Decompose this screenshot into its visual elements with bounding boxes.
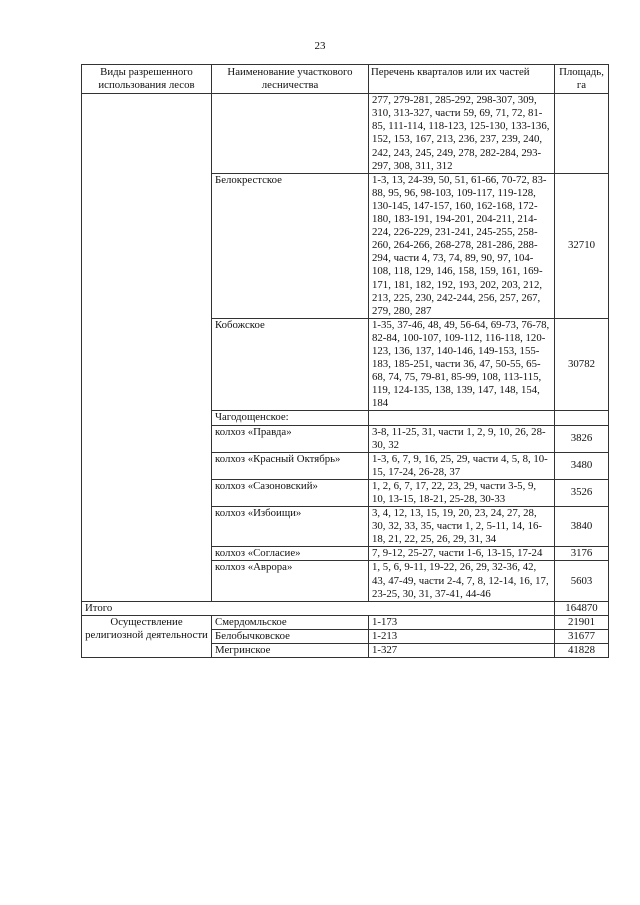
total-area: 164870 [555,601,609,615]
forestry-name: Белокрестское [212,173,369,318]
header-quarters: Перечень кварталов или их частей [369,65,555,94]
quarters-list: 1, 5, 6, 9-11, 19-22, 26, 29, 32-36, 42, 43, 47-49, части 2-4, 7, 8, 12-14, 16, 17, 23-25, 30, 31, 37-41, 44-46 [369,561,555,601]
area-value: 31677 [555,629,609,643]
area-value: 5603 [555,561,609,601]
forestry-name: Мегринское [212,644,369,658]
quarters-list: 1-3, 13, 24-39, 50, 51, 61-66, 70-72, 83-88, 95, 96, 98-103, 109-117, 119-128, 130-145, 147-157, 160, 162-168, 172-180, 183-191, 194-201, 204-211, 214-224, 226-229, 231-241, 245-255, 258-260, 264-266, 268-278, 281-286, 288-294, части 4, 73, 74, 89, 90, 97, 104-108, 118, 129, 146, 158, 159, 161, 169-171, 181, 182, 192, 193, 202, 203, 212, 213, 225, 230, 242-244, 256, 257, 267, 279, 280, 287 [369,173,555,318]
table-header-row [82,65,609,94]
forestry-name: колхоз «Правда» [212,425,369,452]
forestry-name: колхоз «Красный Октябрь» [212,452,369,479]
header-forestry-name: Наименование участкового лесничества [212,65,369,94]
quarters-list: 7, 9-12, 25-27, части 1-6, 13-15, 17-24 [369,547,555,561]
quarters-list: 3, 4, 12, 13, 15, 19, 20, 23, 24, 27, 28, 30, 32, 33, 35, части 1, 2, 5-11, 14, 16-18, 21, 22, 25, 26, 29, 31, 34 [369,507,555,547]
forest-use-table [81,64,609,658]
quarters-list: 1-327 [369,644,555,658]
header-use-type: Виды разрешенного использования лесов [82,65,212,94]
area-value: 41828 [555,644,609,658]
use-type-cell [82,94,212,602]
quarters-list: 1-35, 37-46, 48, 49, 56-64, 69-73, 76-78, 82-84, 100-107, 109-112, 116-118, 120-123, 136, 137, 140-146, 149-153, 155-183, 185-251, части 36, 47, 50-55, 65-68, 74, 75, 79-81, 85-99, 108, 113-115, 119, 124-135, 138, 139, 147, 148, 154, 184 [369,318,555,411]
quarters-list: 1-3, 6, 7, 9, 16, 25, 29, части 4, 5, 8, 10-15, 17-24, 26-28, 37 [369,452,555,479]
forestry-name: Чагодощенское: [212,411,369,425]
total-label: Итого [82,601,555,615]
religious-use-type: Осуществление религиозной деятельности [82,615,212,657]
area-value [555,94,609,174]
page-number: 23 [314,40,326,52]
quarters-list: 3-8, 11-25, 31, части 1, 2, 9, 10, 26, 28-30, 32 [369,425,555,452]
forestry-name: колхоз «Аврора» [212,561,369,601]
area-value: 3840 [555,507,609,547]
forestry-name: колхоз «Согласие» [212,547,369,561]
area-value: 32710 [555,173,609,318]
forestry-name: колхоз «Избоищи» [212,507,369,547]
forestry-name [212,94,369,174]
area-value [555,411,609,425]
quarters-list: 1-213 [369,629,555,643]
area-value: 3526 [555,479,609,506]
area-value: 30782 [555,318,609,411]
quarters-list: 1, 2, 6, 7, 17, 22, 23, 29, части 3-5, 9, 10, 13-15, 18-21, 25-28, 30-33 [369,479,555,506]
forestry-name: Белобычковское [212,629,369,643]
area-value: 21901 [555,615,609,629]
quarters-list [369,411,555,425]
quarters-list: 1-173 [369,615,555,629]
area-value: 3480 [555,452,609,479]
header-area: Площадь, га [555,65,609,94]
quarters-list: 277, 279-281, 285-292, 298-307, 309, 310, 313-327, части 59, 69, 71, 72, 81-85, 111-114, 118-123, 125-130, 133-136, 152, 153, 167, 213, 236, 237, 239, 240, 242, 243, 245, 249, 278, 282-284, 293-297, 308, 311, 312 [369,94,555,174]
table-row [82,615,609,629]
area-value: 3826 [555,425,609,452]
table-row [82,94,609,174]
forestry-name: колхоз «Сазоновский» [212,479,369,506]
area-value: 3176 [555,547,609,561]
total-row [82,601,609,615]
forestry-name: Кобожское [212,318,369,411]
forestry-name: Смердомльское [212,615,369,629]
